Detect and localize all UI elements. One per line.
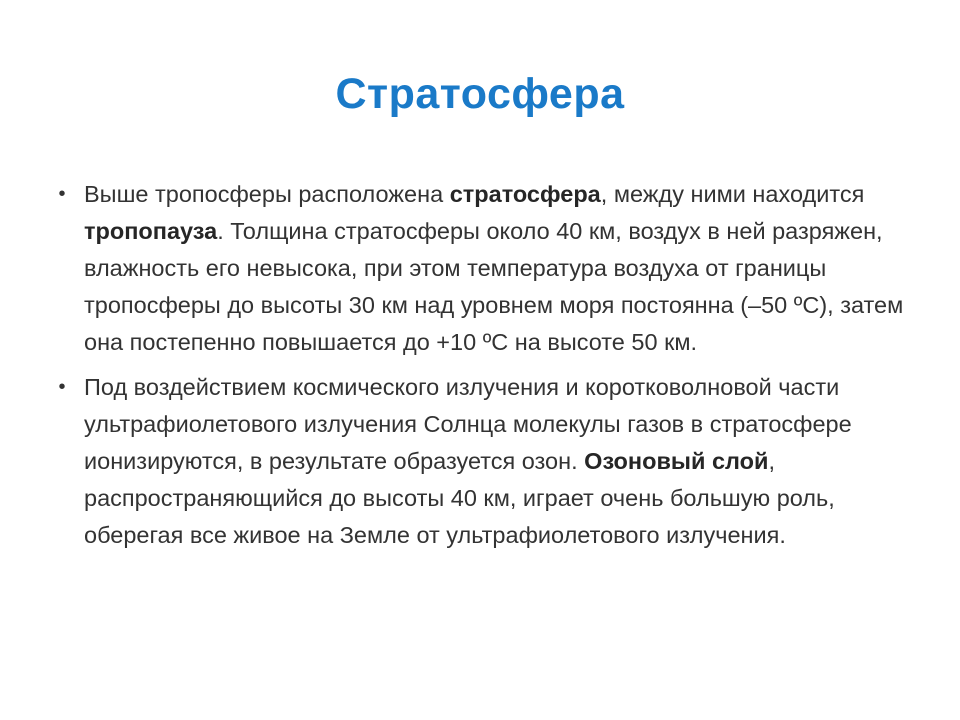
bold-term: тропопауза: [84, 218, 218, 244]
text-segment: , распространяющийся до высоты 40 км, играет очень большую роль, оберегая все живое на Земле от ультрафиолетового излучения.: [84, 448, 835, 548]
bullet-dot-icon: •: [58, 376, 66, 398]
text-segment: . Толщина стратосферы около 40 км, воздух в ней разряжен, влажность его невысока, при этом температура воздуха от границы тропосферы до высоты 30 км над уровнем моря постоянна (–50 ºС), затем она постепенно повышается до +10 ºС на высоте 50 км.: [84, 218, 904, 355]
bullet-dot-icon: •: [58, 183, 66, 205]
bold-term: Озоновый слой: [584, 448, 769, 474]
bold-term: стратосфера: [449, 181, 601, 207]
text-segment: , между ними находится: [600, 181, 865, 207]
text-segment: Выше тропосферы расположена: [84, 181, 450, 207]
text-segment: Под воздействием космического излучения и коротковолновой части ультрафиолетового излучения Солнца молекулы газов в стратосфере ионизируются, в результате образуется озон.: [84, 374, 852, 474]
bullet-text: [84, 374, 852, 548]
slide-title: Стратосфера: [335, 70, 625, 118]
bullet-item: [52, 369, 908, 554]
bullet-text: [84, 181, 903, 355]
bullet-list: [52, 176, 908, 562]
bullet-item: [52, 176, 908, 361]
